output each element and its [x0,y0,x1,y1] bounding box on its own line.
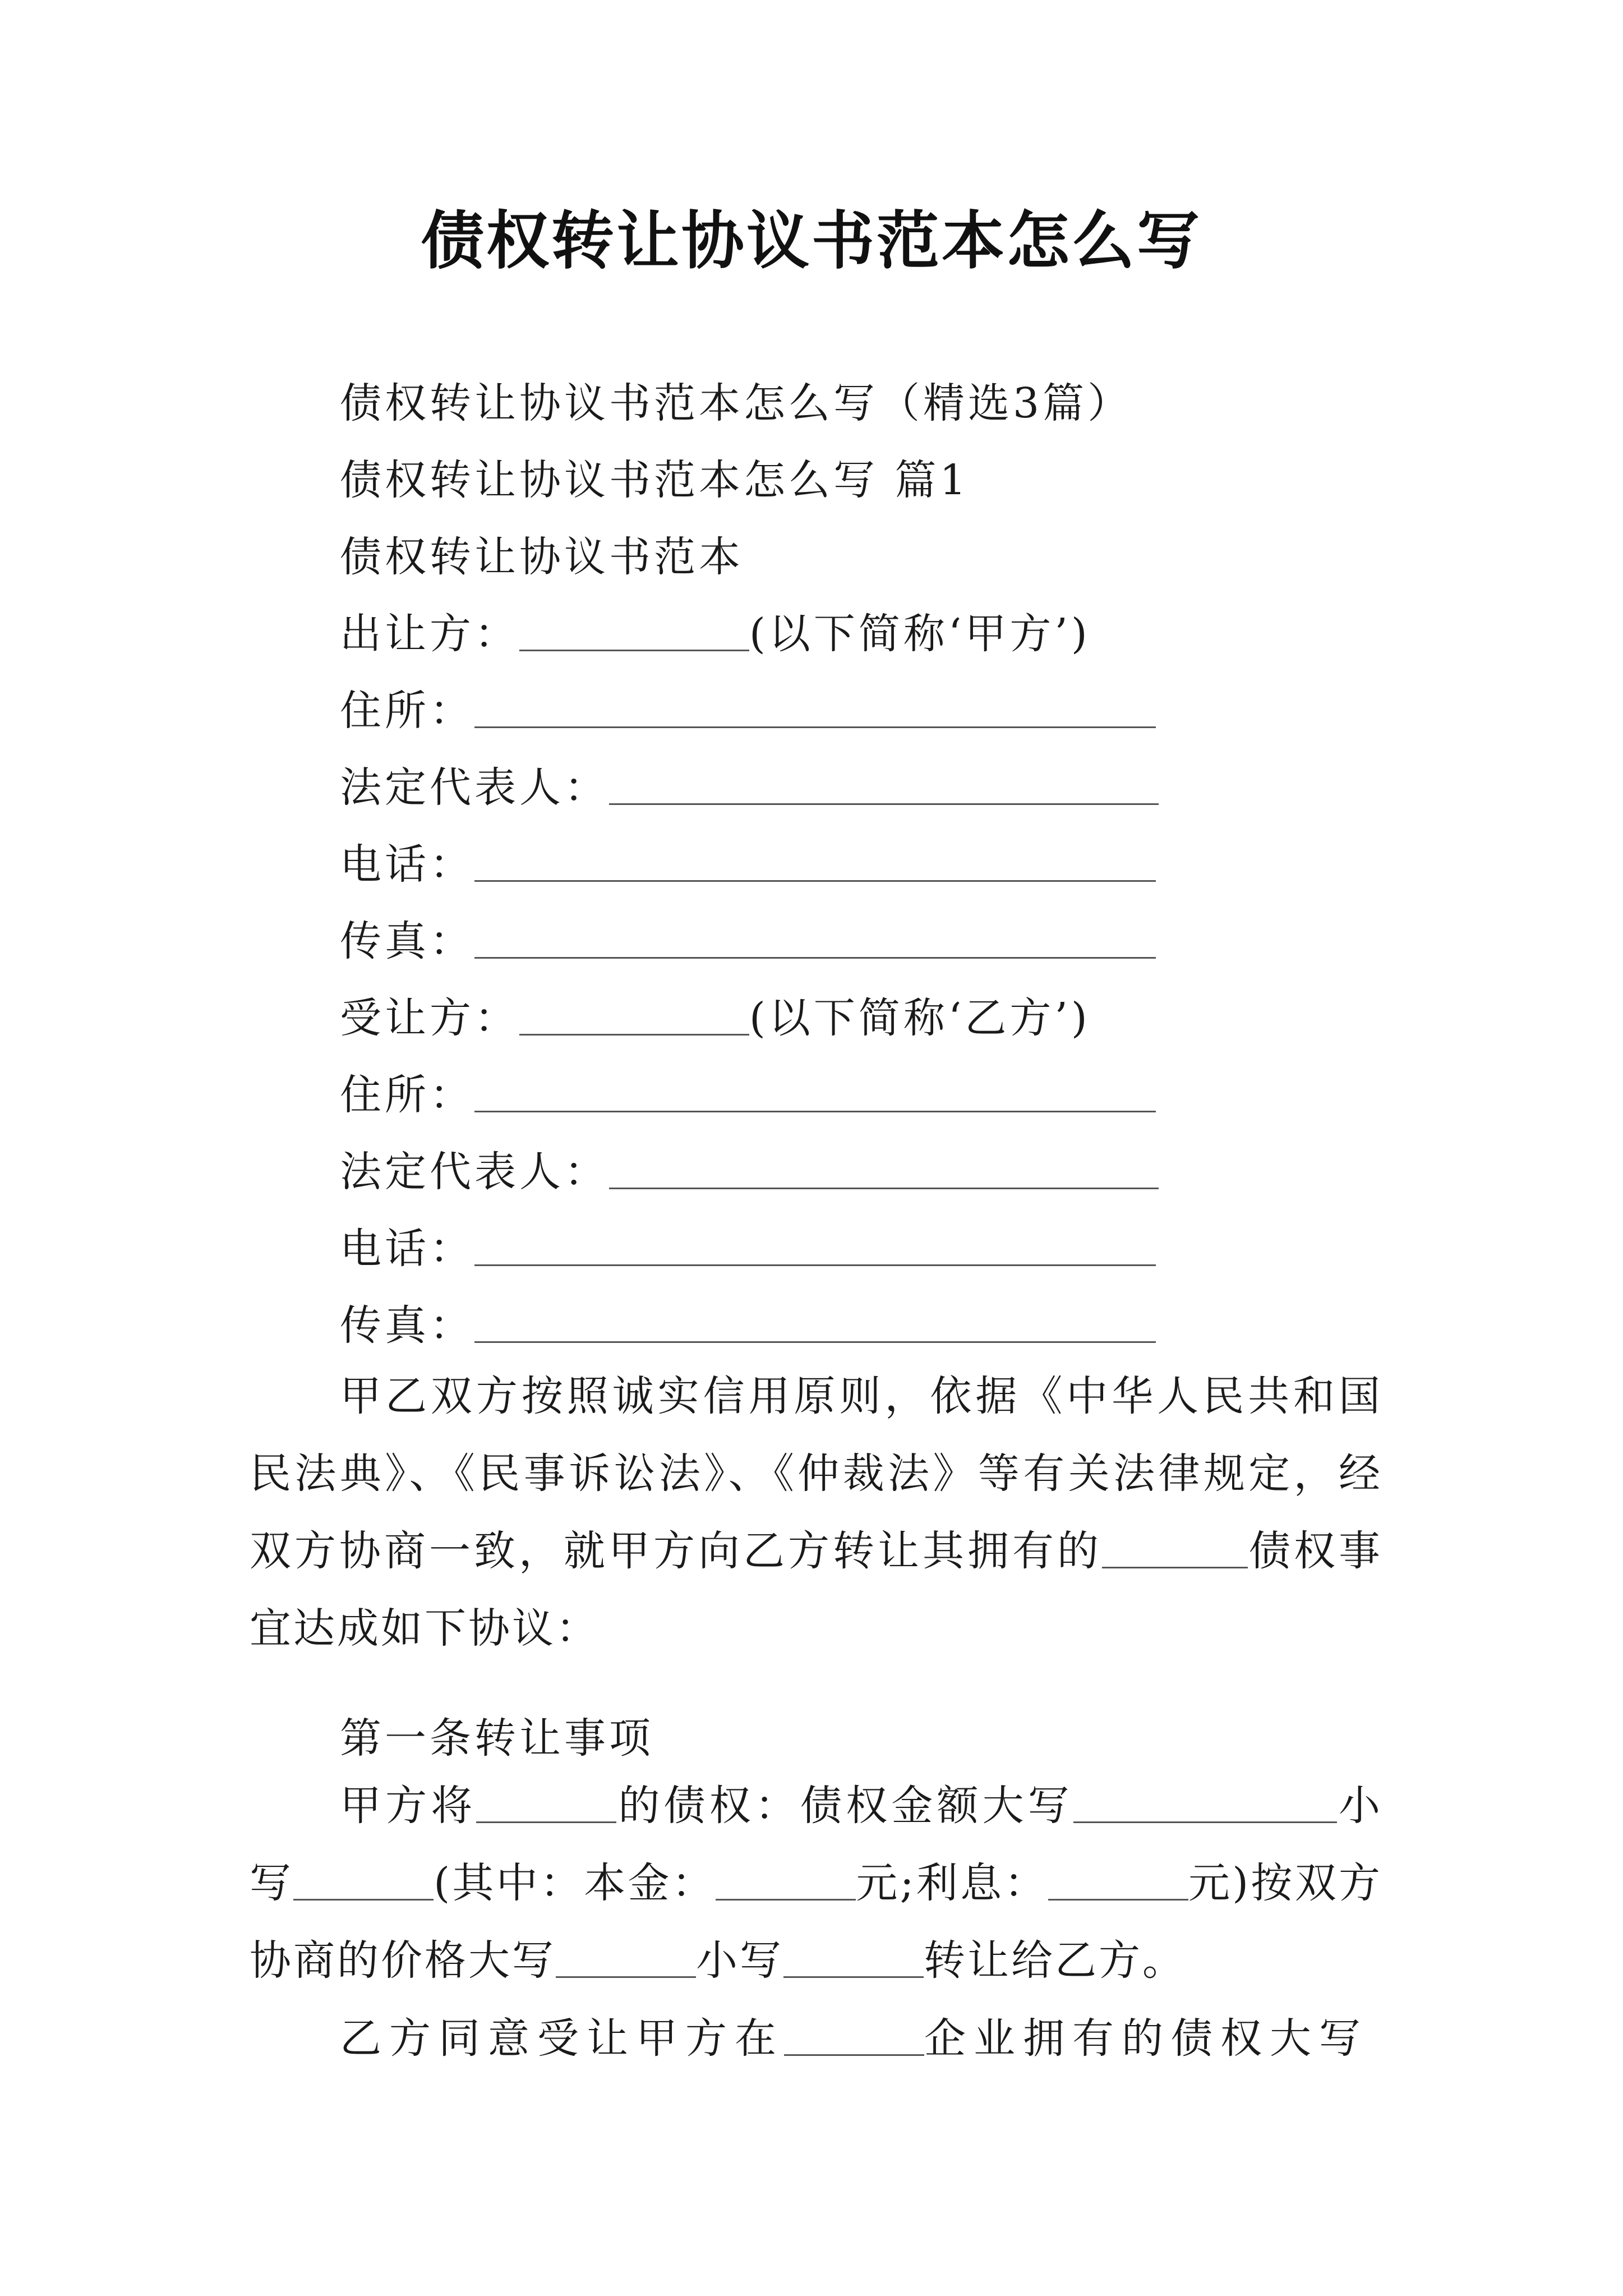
section-heading: 债权转让协议书范本怎么写 篇1 [340,456,970,504]
debtor-blank [476,1784,616,1823]
enterprise-blank [784,2017,924,2056]
party-a-label: 出让方： [340,610,519,658]
debt-name-blank [1102,1530,1248,1568]
field-blank [474,689,1156,728]
principal-blank [716,1862,856,1901]
clause-text: 甲方将 [340,1782,477,1830]
intro-paragraph [250,1358,1382,1667]
party-a-address-row [340,678,1156,737]
field-label: 住所： [340,1071,474,1119]
clause-text: 元)按双方协商的价格大写 [250,1859,1382,1985]
field-label: 电话： [340,1225,474,1273]
field-blank [609,1151,1159,1189]
field-label: 传真： [340,917,474,965]
party-b-suffix: (以下简称‘乙方’) [749,994,1091,1042]
amount-figures-blank [293,1862,434,1901]
party-b-label: 受让方： [340,994,519,1042]
party-b-phone-row [340,1216,1156,1275]
party-a-suffix: (以下简称‘甲方’) [749,610,1091,658]
clause-text: 小写 [250,1782,1383,1907]
field-blank [609,766,1159,805]
party-a-row [340,601,1091,660]
price-figures-blank [783,1939,924,1978]
clause-text: 元;利息： [856,1859,1048,1907]
party-b-row [340,985,1091,1045]
party-b-fax-row [340,1292,1156,1352]
field-label: 住所： [340,687,474,735]
field-blank [474,1227,1156,1266]
article-1-paragraph-2 [250,2000,1382,2077]
party-b-representative-row [340,1139,1159,1198]
field-label: 电话： [340,840,474,889]
article-1-title: 第一条转让事项 [340,1714,654,1763]
agreement-heading: 债权转让协议书范本 [340,533,744,581]
price-words-blank [556,1939,696,1978]
document-subtitle: 债权转让协议书范本怎么写（精选3篇） [340,379,1133,427]
article-1-paragraph-1 [250,1767,1382,1999]
field-label: 法定代表人： [340,1148,609,1196]
clause-text: 的债权：债权金额大写 [616,1782,1073,1830]
party-a-fax-row [340,908,1156,968]
intro-text: 甲乙双方按照诚实信用原则，依据《中华人民共和国民法典》、《民事诉讼法》、《仲裁法》等有关法律规定，经双方协商一致，就甲方向乙方转让其拥有的 [250,1372,1382,1575]
field-blank [474,1304,1156,1343]
party-b-name-blank [519,997,749,1036]
clause-text: 小写 [696,1936,783,1985]
intro-text-end: 债权事宜达成如下协议： [250,1527,1382,1653]
field-label: 法定代表人： [340,763,609,812]
party-a-name-blank [519,613,749,651]
amount-words-blank [1073,1784,1337,1823]
field-label: 传真： [340,1301,474,1350]
party-a-representative-row [340,754,1159,814]
clause-text: 转让给乙方。 [924,1936,1186,1985]
interest-blank [1048,1862,1188,1901]
clause-text: (其中：本金： [434,1859,716,1907]
clause-text: 乙方同意受让甲方在 [340,2014,784,2063]
party-a-phone-row [340,831,1156,891]
party-b-address-row [340,1062,1156,1121]
field-blank [474,920,1156,959]
field-blank [474,1074,1156,1112]
field-blank [474,843,1156,882]
document-title: 债权转让协议书范本怎么写 [421,204,1202,278]
clause-text: 企业拥有的债权大写 [924,2014,1368,2063]
